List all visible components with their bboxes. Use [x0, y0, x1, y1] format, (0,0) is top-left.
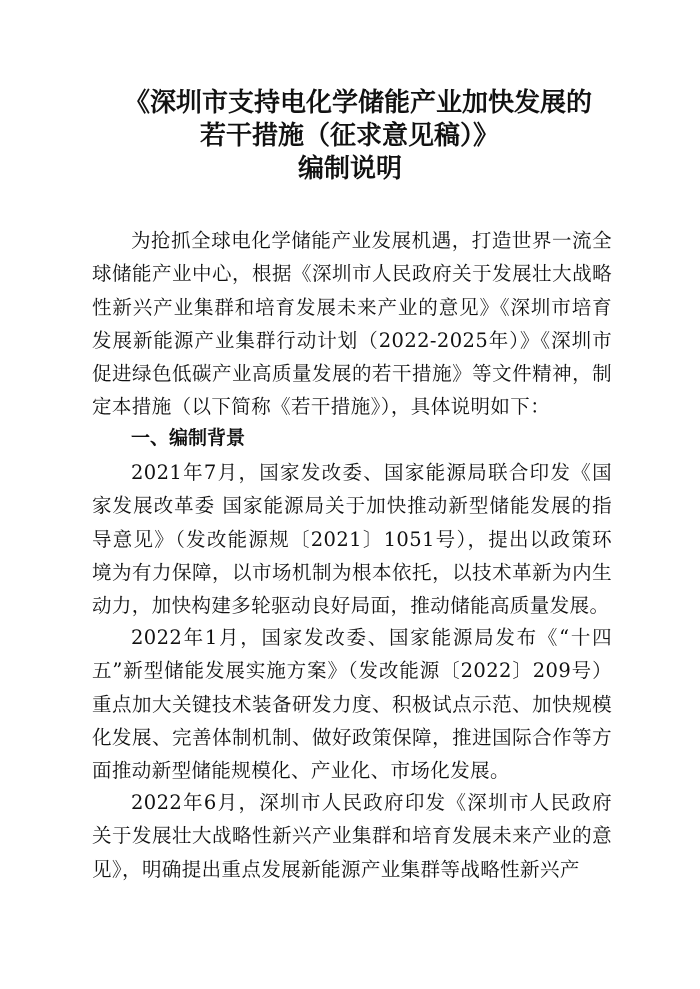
document-title-line-1: 《深圳市支持电化学储能产业加快发展的 [124, 88, 593, 118]
section-heading-background: 一、编制背景 [131, 427, 246, 449]
paragraph-2021: 2021年7月，国家发改委、国家能源局联合印发《国家发展改革委 国家能源局关于加快推动新型储能发展的指导意见》（发改能源规〔2021〕1051号），提出以政策环境为有力保障，以市场机制为根本依托，以技术革新为内生动力，加快构建多轮驱动良好局面，推动储能高质量发展。 [92, 461, 612, 618]
document-title-line-3: 编制说明 [297, 154, 402, 184]
paragraph-2022-jan: 2022年1月，国家发改委、国家能源局发布《“十四五”新型储能发展实施方案》（发改能源〔2022〕209号）重点加大关键技术装备研发力度、积极试点示范、加快规模化发展、完善体制机制、做好政策保障，推进国际合作等方面推动新型储能规模化、产业化、市场化发展。 [92, 626, 612, 783]
paragraph-2022-jun: 2022年6月，深圳市人民政府印发《深圳市人民政府关于发展壮大战略性新兴产业集群和培育发展未来产业的意见》，明确提出重点发展新能源产业集群等战略性新兴产 [92, 791, 612, 881]
document-title-line-2: 若干措施（征求意见稿）》 [200, 121, 500, 151]
intro-paragraph: 为抢抓全球电化学储能产业发展机遇，打造世界一流全球储能产业中心，根据《深圳市人民政府关于发展壮大战略性新兴产业集群和培育发展未来产业的意见》《深圳市培育发展新能源产业集群行动计划（2022-2025年）》《深圳市促进绿色低碳产业高质量发展的若干措施》等文件精神，制定本措施（以下简称《若干措施》），具体说明如下： [92, 229, 612, 419]
